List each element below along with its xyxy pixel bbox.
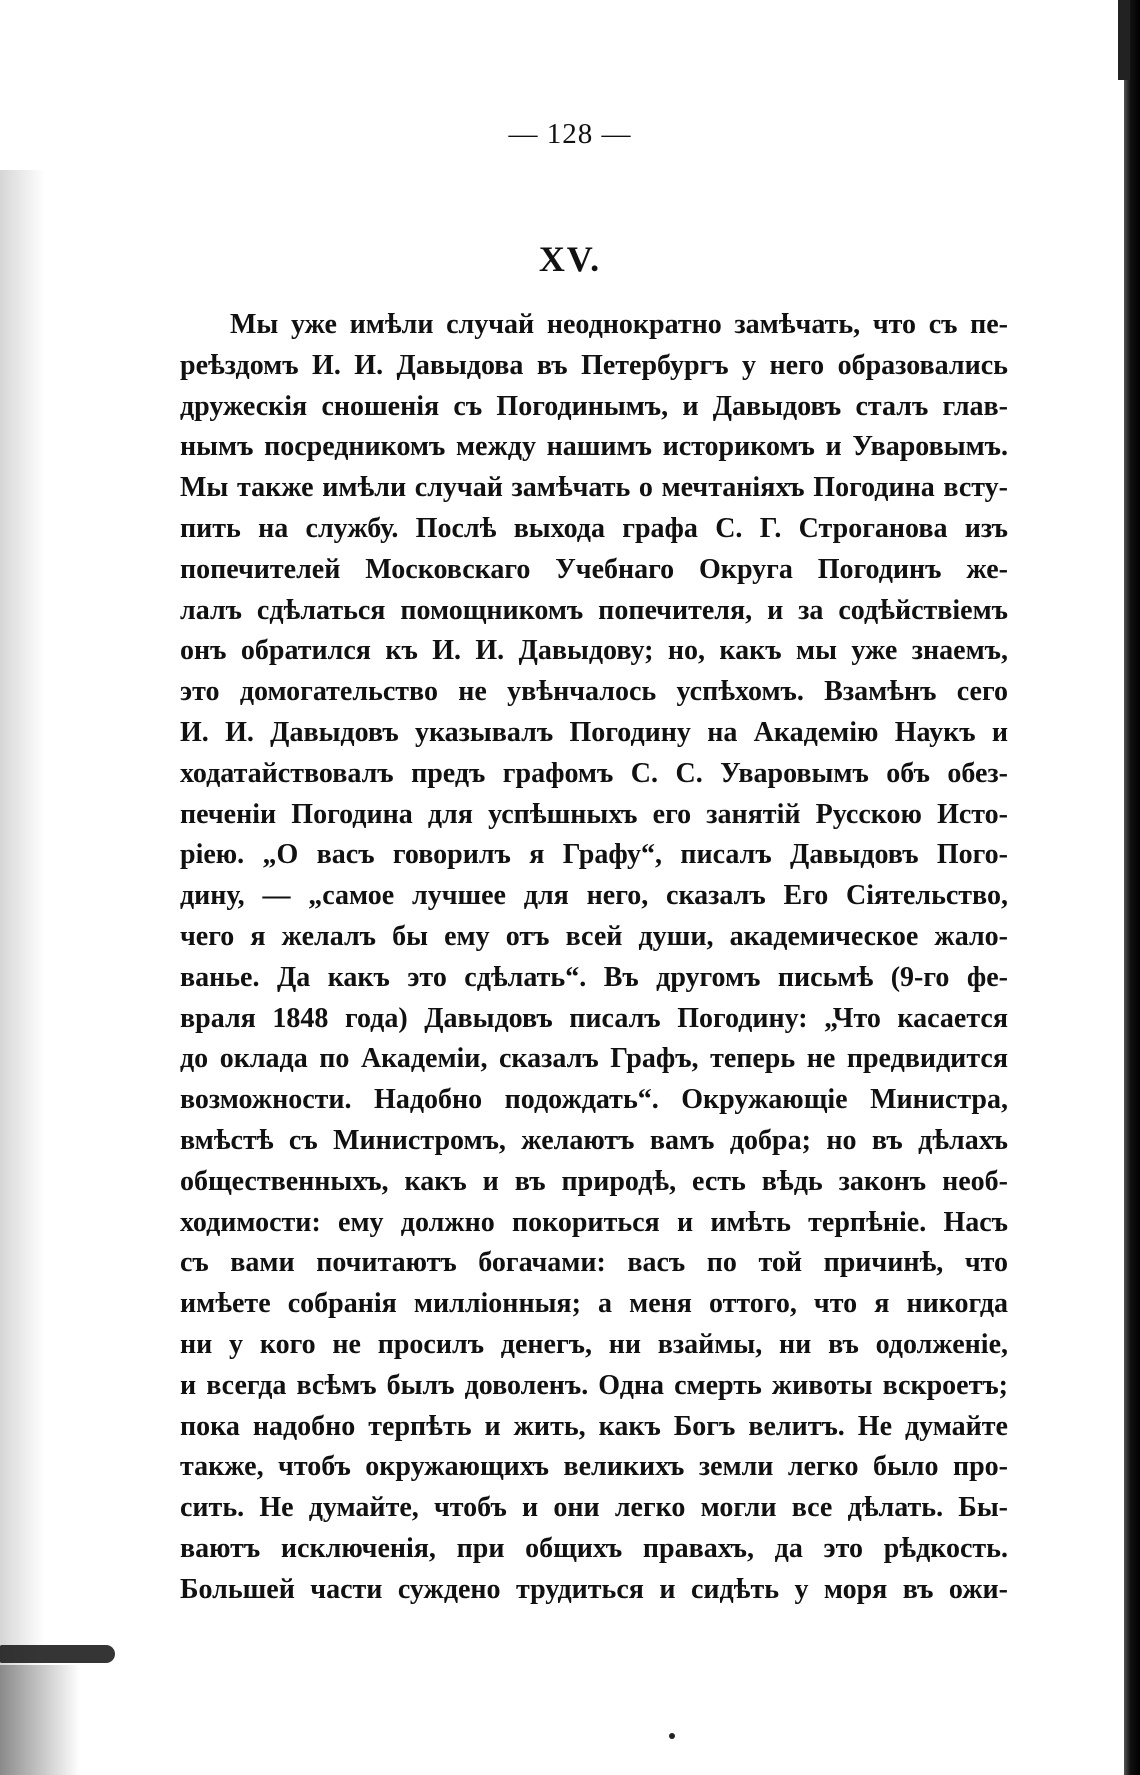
text-line: съ вами почитаютъ богачами: васъ по той причинѣ, что: [180, 1247, 1008, 1279]
text-line: ваютъ исключенія, при общихъ правахъ, да это рѣдкость.: [180, 1532, 1008, 1564]
text-line: И. И. Давыдовъ указывалъ Погодину на Академію Наукъ и: [180, 716, 1008, 748]
text-line: Мы уже имѣли случай неоднократно замѣчать, что съ пе-: [230, 309, 1008, 340]
text-line: нымъ посредникомъ между нашимъ историкомъ и Уваровымъ.: [180, 431, 1008, 463]
text-line: ни у кого не просилъ денегъ, ни взаймы, ни въ одолженіе,: [180, 1328, 1008, 1360]
chapter-heading: XV.: [538, 239, 602, 279]
text-line: ходатайствовалъ предъ графомъ С. С. Уваровымъ объ обез-: [180, 757, 1008, 789]
text-line: это домогательство не увѣнчалось успѣхомъ. Взамѣнъ сего: [180, 676, 1008, 708]
text-line: также, чтобъ окружающихъ великихъ земли легко было про-: [180, 1451, 1008, 1483]
scan-artifact-mark: [0, 1645, 115, 1663]
scan-right-border-top: [1118, 0, 1130, 80]
scan-artifact-shadow: [0, 1665, 80, 1775]
text-line: ходимости: ему должно покориться и имѣть терпѣніе. Насъ: [180, 1206, 1008, 1238]
text-line: имѣете собранія милліонныя; а меня оттого, что я никогда: [180, 1288, 1008, 1320]
text-line: до оклада по Академіи, сказалъ Графъ, теперь не предвидится: [180, 1043, 1008, 1075]
text-line: попечителей Московскаго Учебнаго Округа Погодинъ же-: [180, 553, 1008, 585]
page-number: — 128 —: [508, 118, 632, 150]
text-line: чего я желалъ бы ему отъ всей души, академическое жало-: [180, 920, 1008, 952]
text-line: ріею. „О васъ говорилъ я Графу“, писалъ Давыдовъ Пого-: [180, 839, 1008, 871]
text-line: Большей части суждено трудиться и сидѣть у моря въ ожи-: [180, 1573, 1008, 1605]
text-line: печеніи Погодина для успѣшныхъ его занятій Русскою Исто-: [180, 798, 1008, 830]
scan-left-shadow: [0, 170, 45, 1775]
scan-speck: [669, 1733, 675, 1739]
text-line: дружескія сношенія съ Погодинымъ, и Давыдовъ сталъ глав-: [180, 390, 1008, 422]
text-line: дину, — „самое лучшее для него, сказалъ Его Сіятельство,: [180, 880, 1008, 912]
text-line: возможности. Надобно подождать“. Окружающіе Министра,: [180, 1084, 1008, 1116]
text-line: общественныхъ, какъ и въ природѣ, есть вѣдь законъ необ-: [180, 1165, 1008, 1197]
text-line: реѣздомъ И. И. Давыдова въ Петербургъ у него образовались: [180, 349, 1008, 381]
text-line: онъ обратился къ И. И. Давыдову; но, какъ мы уже знаемъ,: [180, 635, 1008, 667]
text-line: пить на службу. Послѣ выхода графа С. Г. Строганова изъ: [180, 512, 1008, 544]
text-line: ванье. Да какъ это сдѣлать“. Въ другомъ письмѣ (9-го фе-: [180, 961, 1008, 993]
text-line: лалъ сдѣлаться помощникомъ попечителя, и за содѣйствіемъ: [180, 594, 1008, 626]
text-line: враля 1848 года) Давыдовъ писалъ Погодину: „Что касается: [180, 1002, 1008, 1034]
text-line: Мы также имѣли случай замѣчать о мечтаніяхъ Погодина всту-: [180, 472, 1008, 504]
text-line: и всегда всѣмъ былъ доволенъ. Одна смерть животы вскроетъ;: [180, 1369, 1008, 1401]
text-line: пока надобно терпѣть и жить, какъ Богъ велитъ. Не думайте: [180, 1410, 1008, 1442]
text-line: сить. Не думайте, чтобъ и они легко могли все дѣлать. Бы-: [180, 1492, 1008, 1524]
text-line: вмѣстѣ съ Министромъ, желаютъ вамъ добра; но въ дѣлахъ: [180, 1124, 1008, 1156]
body-text: [180, 305, 1008, 1611]
